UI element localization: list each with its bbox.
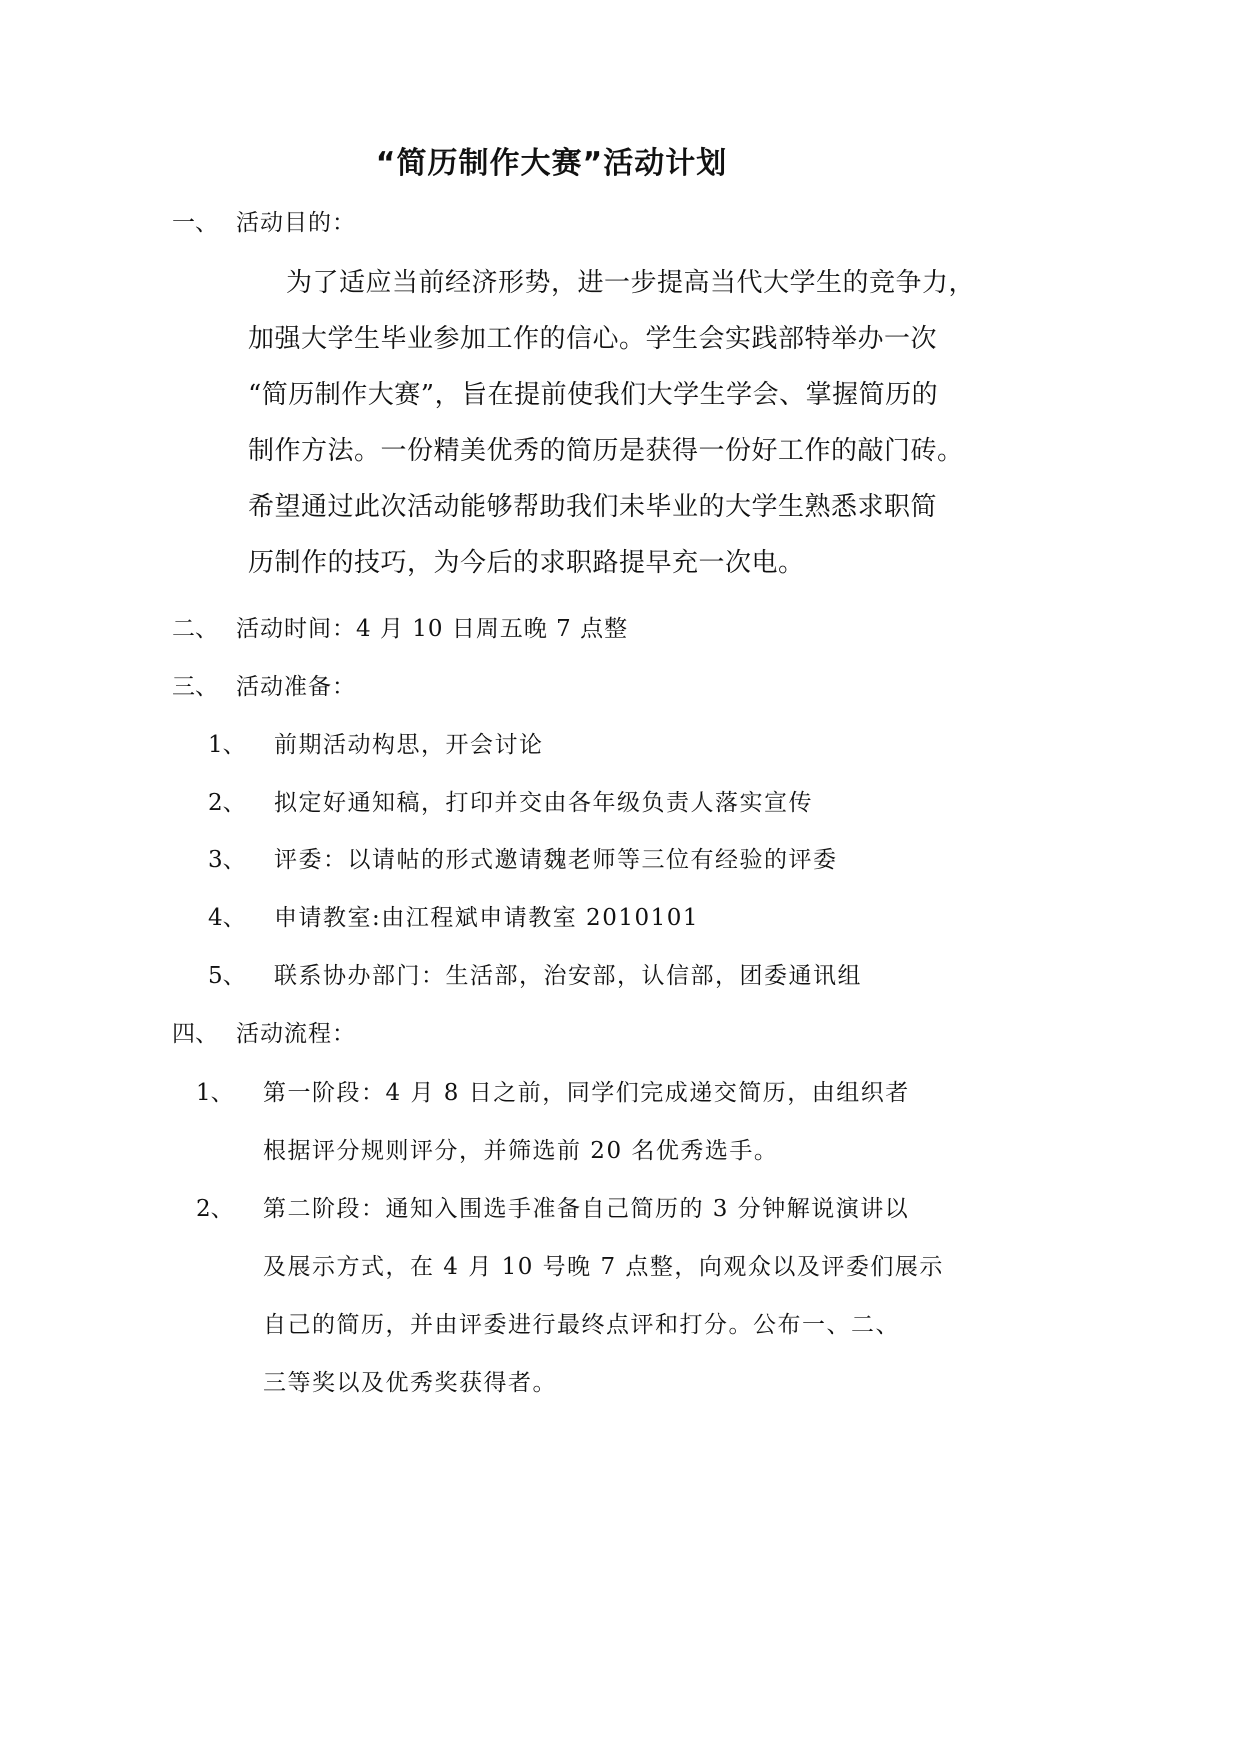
section-heading-process: 活动流程：	[236, 1021, 356, 1047]
prep-item-text: 申请教室:由江程斌申请教室 2010101	[274, 905, 699, 931]
section-heading-purpose: 活动目的：	[236, 210, 356, 236]
section-number-4: 四、	[172, 1021, 218, 1047]
section-number-3: 三、	[172, 674, 218, 700]
purpose-paragraph-line: 历制作的技巧，为今后的求职路提早充一次电。	[248, 548, 805, 578]
purpose-paragraph-line: 加强大学生毕业参加工作的信心。学生会实践部特举办一次	[248, 324, 938, 354]
prep-item-number: 5、	[208, 963, 246, 989]
stage-line: 自己的简历，并由评委进行最终点评和打分。公布一、二、	[263, 1312, 900, 1338]
section-number-2: 二、	[172, 616, 218, 642]
document-title: “简历制作大赛”活动计划	[375, 146, 728, 181]
prep-item-number: 1、	[208, 732, 246, 758]
purpose-paragraph-line: 制作方法。一份精美优秀的简历是获得一份好工作的敲门砖。	[248, 436, 964, 466]
prep-item-number: 4、	[208, 905, 246, 931]
section-heading-time: 活动时间：4 月 10 日周五晚 7 点整	[236, 616, 629, 642]
stage-line: 三等奖以及优秀奖获得者。	[263, 1370, 557, 1396]
stage-line: 及展示方式，在 4 月 10 号晚 7 点整，向观众以及评委们展示	[263, 1254, 944, 1280]
prep-item-text: 联系协办部门：生活部，治安部，认信部，团委通讯组	[274, 963, 862, 989]
prep-item-text: 前期活动构思，开会讨论	[274, 732, 544, 758]
stage-number: 2、	[196, 1196, 234, 1222]
stage-number: 1、	[196, 1080, 234, 1106]
section-number-1: 一、	[172, 210, 218, 236]
prep-item-number: 2、	[208, 790, 246, 816]
purpose-paragraph-line: 希望通过此次活动能够帮助我们未毕业的大学生熟悉求职简	[248, 492, 938, 522]
prep-item-text: 评委：以请帖的形式邀请魏老师等三位有经验的评委	[274, 847, 838, 873]
section-heading-preparation: 活动准备：	[236, 674, 356, 700]
stage-line: 第二阶段：通知入围选手准备自己简历的 3 分钟解说演讲以	[263, 1196, 910, 1222]
prep-item-number: 3、	[208, 847, 246, 873]
stage-line: 根据评分规则评分，并筛选前 20 名优秀选手。	[263, 1138, 779, 1164]
purpose-paragraph-line: “简历制作大赛”，旨在提前使我们大学生学会、掌握简历的	[248, 380, 939, 410]
purpose-paragraph-line: 为了适应当前经济形势，进一步提高当代大学生的竞争力，	[286, 268, 976, 298]
prep-item-text: 拟定好通知稿，打印并交由各年级负责人落实宣传	[274, 790, 813, 816]
stage-line: 第一阶段：4 月 8 日之前，同学们完成递交简历，由组织者	[263, 1080, 910, 1106]
